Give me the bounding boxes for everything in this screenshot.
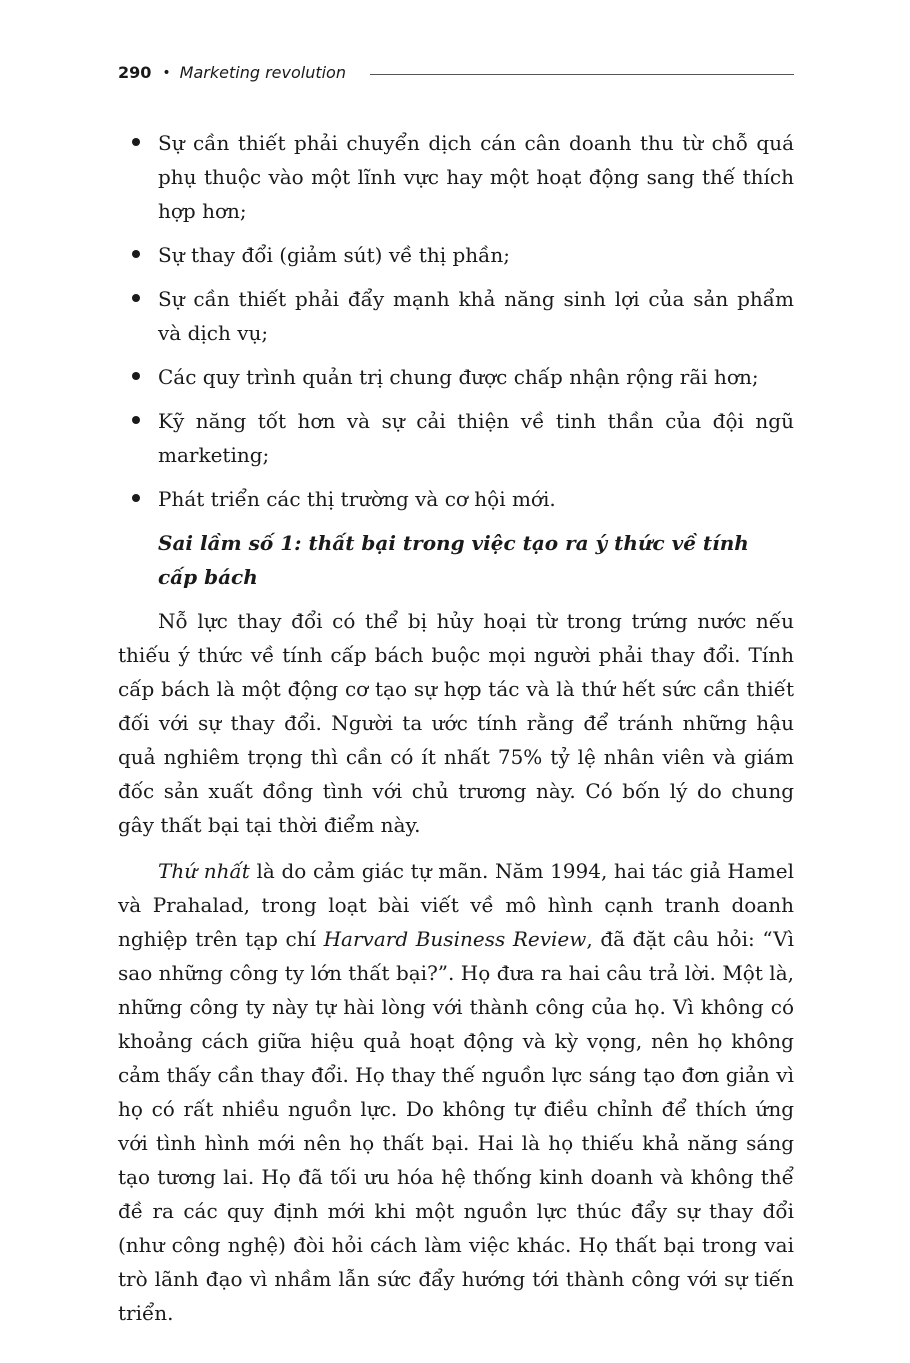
emphasis-lead: Thứ nhất — [158, 859, 250, 883]
list-item-text: Sự cần thiết phải đẩy mạnh khả năng sinh lợi của sản phẩm và dịch vụ; — [158, 287, 794, 345]
list-item — [118, 360, 794, 394]
bullet-list — [118, 126, 794, 516]
running-title: Marketing revolution — [179, 63, 346, 82]
list-item — [118, 126, 794, 228]
bullet-icon — [132, 294, 140, 302]
bullet-icon — [132, 494, 140, 502]
list-item — [118, 238, 794, 272]
list-item-text: Phát triển các thị trường và cơ hội mới. — [158, 487, 556, 511]
list-item-text: Sự cần thiết phải chuyển dịch cán cân doanh thu từ chỗ quá phụ thuộc vào một lĩnh vực hay một hoạt động sang thế thích hợp hơn; — [158, 131, 794, 223]
list-item-text: Kỹ năng tốt hơn và sự cải thiện về tinh thần của đội ngũ marketing; — [158, 409, 794, 467]
page-number: 290 — [118, 63, 152, 82]
journal-title: Harvard Business Review — [323, 927, 587, 951]
list-item — [118, 482, 794, 516]
list-item — [118, 282, 794, 350]
paragraph-text: , đã đặt câu hỏi: “Vì sao những công ty lớn thất bại?”. Họ đưa ra hai câu trả lời. Một là, những công ty này tự hài lòng với thành công của họ. Vì không có khoảng cách giữa hiệu quả hoạt động và kỳ vọng, nên họ không cảm thấy cần thay đổi. Họ thay thế nguồn lực sáng tạo đơn giản vì họ có rất nhiều nguồn lực. Do không tự điều chỉnh để thích ứng với tình hình mới nên họ thất bại. Hai là họ thiếu khả năng sáng tạo tương lai. Họ đã tối ưu hóa hệ thống kinh doanh và không thể đề ra các quy định mới khi một nguồn lực thúc đẩy sự thay đổi (như công nghệ) đòi hỏi cách làm việc khác. Họ thất bại trong vai trò lãnh đạo vì nhầm lẫn sức đẩy hướng tới thành công với sự tiến triển. — [118, 927, 794, 1325]
bullet-icon — [132, 372, 140, 380]
header-rule — [370, 74, 794, 75]
bullet-icon — [132, 138, 140, 146]
bullet-icon — [132, 250, 140, 258]
body-paragraph: Nỗ lực thay đổi có thể bị hủy hoại từ trong trứng nước nếu thiếu ý thức về tính cấp bách buộc mọi người phải thay đổi. Tính cấp bách là một động cơ tạo sự hợp tác và là thứ hết sức cần thiết đối với sự thay đổi. Người ta ước tính rằng để tránh những hậu quả nghiêm trọng thì cần có ít nhất 75% tỷ lệ nhân viên và giám đốc sản xuất đồng tình với chủ trương này. Có bốn lý do chung gây thất bại tại thời điểm này. — [118, 609, 794, 837]
list-item — [118, 404, 794, 472]
body-paragraph — [118, 854, 794, 1330]
page-body — [118, 126, 794, 1342]
list-item-text: Sự thay đổi (giảm sút) về thị phần; — [158, 243, 511, 267]
header-separator: • — [162, 64, 171, 81]
paragraph-text: là do cảm giác tự mãn. Năm 1994, hai tác giả Hamel và Prahalad, trong loạt bài viết về mô hình cạnh tranh doanh nghiệp trên tạp chí — [118, 859, 794, 951]
bullet-icon — [132, 416, 140, 424]
list-item-text: Các quy trình quản trị chung được chấp nhận rộng rãi hơn; — [158, 365, 759, 389]
running-header — [118, 63, 794, 82]
section-heading: Sai lầm số 1: thất bại trong việc tạo ra ý thức về tính cấp bách — [158, 531, 749, 589]
